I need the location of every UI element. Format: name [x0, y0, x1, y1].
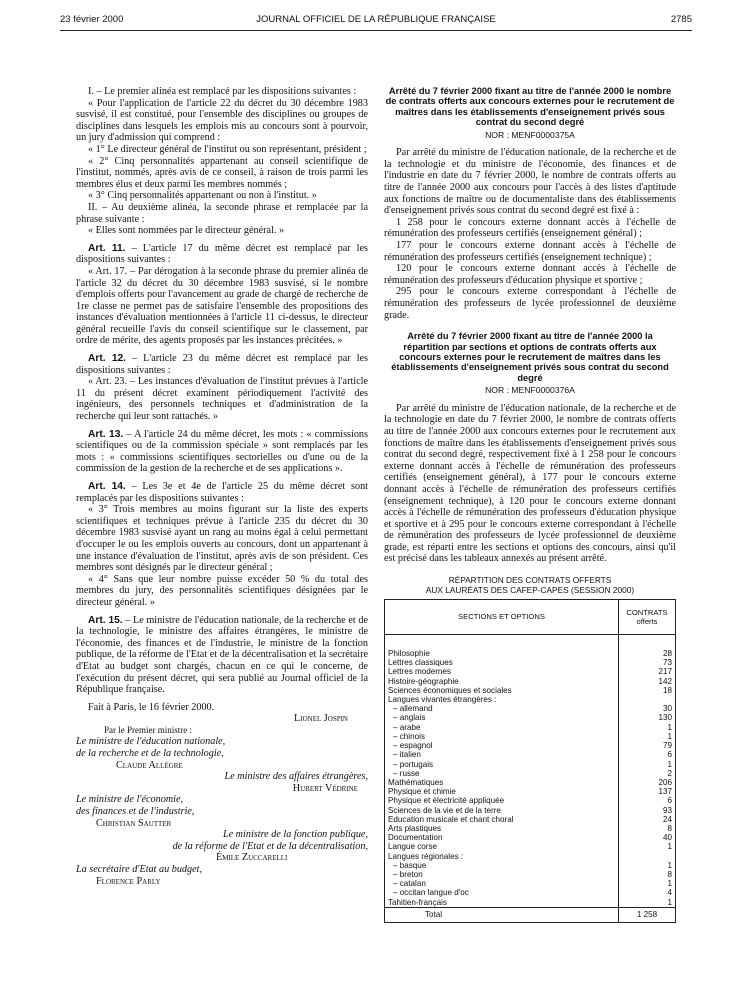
paragraph: « Elles sont nommées par le directeur général. »: [88, 225, 285, 237]
table-row: [385, 898, 676, 908]
paragraph: « Pour l'application de l'article 22 du décret du 30 décembre 1983 susvisé, il est constitué, pour l'ensemble des disciplines ou groupes de disciplines dans lesquels les emplois mis au concours sont à pourvoir, un jury d'admission qui comprend :: [76, 97, 368, 144]
row-label: Education musicale et chant choral: [385, 815, 619, 824]
table-row: [385, 769, 676, 778]
table-header: [385, 600, 676, 635]
table-row: [385, 833, 676, 842]
signature-intro: Par le Premier ministre :: [104, 724, 192, 735]
table-row: [385, 741, 676, 750]
table-row: [385, 824, 676, 833]
paragraph: « 3° Trois membres au moins figurant sur la liste des experts scientifiques et techniques prévue à l'article 235 du décret du 30 décembre 1983 susvisé ayant un rang au moins égal à celui permettant d'occuper le ou les emplois ouverts au concours, dont un appartenant à une instance d'évaluation de l'institut, après avis de son président. Ces membres sont désignés par le directeur général ;: [76, 504, 368, 574]
total-value: 1 258: [619, 907, 676, 922]
row-value: 1: [619, 879, 676, 888]
row-label: – basque: [385, 861, 619, 870]
table-row: [385, 787, 676, 796]
article-12: Art. 12. – L'article 23 du même décret est remplacé par les dispositions suivantes :: [76, 353, 369, 376]
article-13: Art. 13. – A l'article 24 du même décret, les mots : « commissions scientifiques ou de la commission spéciale » sont remplacés par les mots : « commissions scientifiques sectorielles ou d'une ou de la commission de la gestion de la recherche et de ses applications ».: [76, 428, 368, 475]
signature-name: Hubert Védrine: [292, 782, 358, 794]
row-value: 1: [619, 732, 676, 741]
row-label: Histoire-géographie: [385, 677, 619, 686]
row-label: Mathématiques: [385, 778, 619, 787]
table-row: [385, 713, 676, 722]
arrete-title: Arrêté du 7 février 2000 fixant au titre de l'année 2000 la répartition par sections et options de contrats offerts aux concours externes pour le recrutement de maîtres dans les établissements d'enseignement privés sous contrat du second degré: [391, 331, 669, 383]
row-value: 8: [619, 824, 676, 833]
row-label: Philosophie: [385, 635, 619, 659]
table-row: [385, 635, 676, 659]
table-row: [385, 677, 676, 686]
row-label: – italien: [385, 750, 619, 759]
table-row: [385, 796, 676, 805]
row-value: 8: [619, 870, 676, 879]
column-header: CONTRATS offerts: [619, 600, 676, 635]
paragraph: « 3° Cinq personnalités appartenant ou non à l'institut. »: [88, 190, 317, 202]
table-row: [385, 760, 676, 769]
row-value: 73: [619, 658, 676, 667]
signature-date: Fait à Paris, le 16 février 2000.: [88, 701, 215, 713]
nor-reference: NOR : MENF0000375A: [485, 129, 575, 140]
header-title: JOURNAL OFFICIEL DE LA RÉPUBLIQUE FRANÇAISE: [256, 14, 496, 25]
signature-title: Le ministre des affaires étrangères,: [224, 771, 368, 783]
table-row: [385, 732, 676, 741]
column-header: SECTIONS ET OPTIONS: [385, 600, 619, 635]
row-value: 6: [619, 750, 676, 759]
header-date: 23 février 2000: [60, 14, 124, 25]
signature-name: Claude Allègre: [116, 759, 183, 771]
row-value: [619, 852, 676, 861]
row-label: Physique et électricité appliquée: [385, 796, 619, 805]
signature-name: Florence Parly: [96, 875, 161, 887]
paragraph: 120 pour le concours externe donnant accès à l'échelle de rémunération des professeurs d'éducation physique et sportive ;: [384, 263, 676, 286]
table-row: [385, 750, 676, 759]
row-label: Sciences de la vie et de la terre: [385, 806, 619, 815]
row-label: – catalan: [385, 879, 619, 888]
paragraph: II. – Au deuxième alinéa, la seconde phrase et remplacée par la phrase suivante :: [76, 201, 368, 225]
header-rule: [60, 30, 692, 31]
row-value: 1: [619, 898, 676, 908]
signature-title: de la réforme de l'Etat et de la décentralisation,: [172, 840, 368, 852]
table-caption: AUX LAURÉATS DES CAFEP-CAPES (SESSION 2000): [425, 585, 635, 596]
row-value: 24: [619, 815, 676, 824]
row-value: 1: [619, 842, 676, 851]
table-row-total: [385, 907, 676, 922]
row-value: [619, 695, 676, 704]
row-label: – arabe: [385, 723, 619, 732]
signature-title: des finances et de l'industrie,: [76, 806, 195, 818]
page-number: 2785: [670, 14, 692, 25]
article-11: Art. 11. – L'article 17 du même décret est remplacé par les dispositions suivantes :: [76, 242, 369, 266]
row-label: Langues régionales :: [385, 852, 619, 861]
signature-title: Le ministre de l'économie,: [76, 794, 184, 806]
table-row: [385, 704, 676, 713]
table-row: [385, 778, 676, 787]
row-value: 130: [619, 713, 676, 722]
left-column: [76, 86, 368, 887]
signature-pm: Lionel Jospin: [294, 713, 348, 725]
row-label: – allemand: [385, 704, 619, 713]
table-row: [385, 879, 676, 888]
row-value: 30: [619, 704, 676, 713]
table-row: [385, 658, 676, 667]
signature-title: Le ministre de l'éducation nationale,: [76, 736, 226, 748]
row-value: 1: [619, 861, 676, 870]
row-value: 2: [619, 769, 676, 778]
paragraph: Par arrêté du ministre de l'éducation nationale, de la recherche et de la technologie en date du 7 février 2000, le nombre de contrats offerts au titre de l'année 2000 aux concours externes pour le recrutement aux fonctions de maître dans les établissements d'enseignement privés sous contrat du second degré, respectivement fixé à 1 258 pour le concours externe donnant accès à l'échelle de rémunération des professeurs certifiés (enseignement général), à 177 pour le concours externe donnant accès à l'échelle de rémunération des professeurs certifiés (enseignement technique), à 120 pour le concours externe donnant accès à l'échelle de rémunération des professeurs d'éducation physique et sportive et à 295 pour le concours externe correspondant à l'échelle de rémunération des professeurs de lycée professionnel de deuxième grade, est réparti entre les sections et options des concours, ainsi qu'il est précisé dans les tableaux annexés au présent arrêté.: [384, 402, 676, 565]
row-label: – occitan langue d'oc: [385, 888, 619, 897]
table-row: [385, 723, 676, 732]
row-label: – espagnol: [385, 741, 619, 750]
paragraph: 177 pour le concours externe donnant accès à l'échelle de rémunération des professeurs certifiés (enseignement technique) ;: [384, 239, 676, 263]
article-14: Art. 14. – Les 3e et 4e de l'article 25 du même décret sont remplacés par les dispositions suivantes :: [76, 481, 368, 504]
paragraph: 1 258 pour le concours externe donnant accès à l'échelle de rémunération des professeurs certifiés (enseignement général) ;: [384, 216, 676, 240]
row-value: 217: [619, 667, 676, 676]
row-label: Arts plastiques: [385, 824, 619, 833]
row-value: 79: [619, 741, 676, 750]
paragraph: « 4° Sans que leur nombre puisse excéder 50 % du total des membres du jury, des personnalités scientifiques désignées par le directeur général. »: [76, 573, 368, 608]
row-value: 40: [619, 833, 676, 842]
row-value: 206: [619, 778, 676, 787]
contracts-table: [384, 599, 676, 923]
table-row: [385, 888, 676, 897]
row-label: Sciences économiques et sociales: [385, 686, 619, 695]
row-value: 142: [619, 677, 676, 686]
paragraph: « Art. 23. – Les instances d'évaluation de l'institut prévues à l'article 11 du présent décret examinent périodiquement l'activité des ingénieurs, des personnels techniques et d'administration de la recherche qui leur sont rattachés. »: [76, 376, 368, 423]
row-label: Langues vivantes étrangères :: [385, 695, 619, 704]
row-label: – anglais: [385, 713, 619, 722]
row-label: Tahitien-français: [385, 898, 619, 908]
right-column: [384, 86, 676, 923]
row-value: 28: [619, 635, 676, 659]
nor-reference: NOR : MENF0000376A: [485, 385, 575, 396]
table-row: [385, 852, 676, 861]
paragraph: I. – Le premier alinéa est remplacé par les dispositions suivantes :: [88, 86, 357, 97]
paragraph: « 1° Le directeur général de l'institut ou son représentant, président ;: [88, 143, 367, 155]
table-row: [385, 842, 676, 851]
row-value: 6: [619, 796, 676, 805]
paragraph: « Art. 17. – Par dérogation à la seconde phrase du premier alinéa de l'article 32 du décret du 30 décembre 1983 susvisé, si le nombre d'emplois offerts pour l'avancement au grade de chargé de recherche de 1re classe ne permet pas de satisfaire l'ensemble des propositions des instances d'évaluation mentionnées à l'article 11 ci-dessus, le directeur général recueille l'avis du conseil scientifique sur le classement, par ordre de mérite, des agents proposés par les instances précitées. »: [76, 265, 368, 347]
row-label: – portugais: [385, 760, 619, 769]
row-label: – chinois: [385, 732, 619, 741]
table-row: [385, 695, 676, 704]
row-value: 93: [619, 806, 676, 815]
row-label: Physique et chimie: [385, 787, 619, 796]
row-value: 1: [619, 760, 676, 769]
row-label: – breton: [385, 870, 619, 879]
paragraph: « 2° Cinq personnalités appartenant au conseil scientifique de l'institut, nommés, après avis de ce conseil, à raison de trois parmi les membres élus et deux parmi les membres nommés ;: [76, 155, 368, 190]
signature-title: Le ministre de la fonction publique,: [222, 829, 368, 841]
table-row: [385, 815, 676, 824]
total-label: Total: [385, 907, 619, 922]
row-label: Lettres classiques: [385, 658, 619, 667]
article-15: Art. 15. – Le ministre de l'éducation nationale, de la recherche et de la technologie, le ministre des affaires étrangères, le ministre de l'économie, des finances et de l'industrie, le ministre de la fonction publique, de la réforme de l'Etat et de la décentralisation et la secrétaire d'Etat au budget sont chargés, chacun en ce qui le concerne, de l'exécution du présent décret, qui sera publié au Journal officiel de la République française.: [76, 614, 368, 696]
row-value: 18: [619, 686, 676, 695]
table-row: [385, 870, 676, 879]
signature-title: de la recherche et de la technologie,: [76, 748, 224, 760]
row-value: 137: [619, 787, 676, 796]
row-label: Documentation: [385, 833, 619, 842]
paragraph: Par arrêté du ministre de l'éducation nationale, de la recherche et de la technologie et du ministre de l'économie, des finances et de l'industrie en date du 7 février 2000, le nombre de contrats offerts au titre de l'année 2000 aux concours pour l'accès à des listes d'aptitude aux fonctions de maître ou de documentaliste dans des établissements d'enseignement privés sous contrat du second degré est fixé à :: [384, 147, 676, 217]
row-label: Langue corse: [385, 842, 619, 851]
signature-name: Émile Zuccarelli: [216, 852, 288, 864]
signature-title: La secrétaire d'Etat au budget,: [76, 864, 203, 875]
row-value: 1: [619, 723, 676, 732]
table-row: [385, 686, 676, 695]
arrete-title: Arrêté du 7 février 2000 fixant au titre de l'année 2000 le nombre de contrats offerts aux concours externes pour le recrutement de maîtres dans les établissements d'enseignement privés sous contrat du second degré: [385, 86, 675, 128]
table-row: [385, 806, 676, 815]
page-header: [60, 14, 692, 26]
paragraph: 295 pour le concours externe correspondant à l'échelle de rémunération des professeurs de lycée professionnel de deuxième grade.: [384, 286, 676, 321]
table-row: [385, 667, 676, 676]
table-caption: RÉPARTITION DES CONTRATS OFFERTS: [448, 575, 612, 586]
row-label: – russe: [385, 769, 619, 778]
signature-name: Christian Sautter: [96, 817, 172, 829]
row-value: 4: [619, 888, 676, 897]
table-row: [385, 861, 676, 870]
row-label: Lettres modernes: [385, 667, 619, 676]
